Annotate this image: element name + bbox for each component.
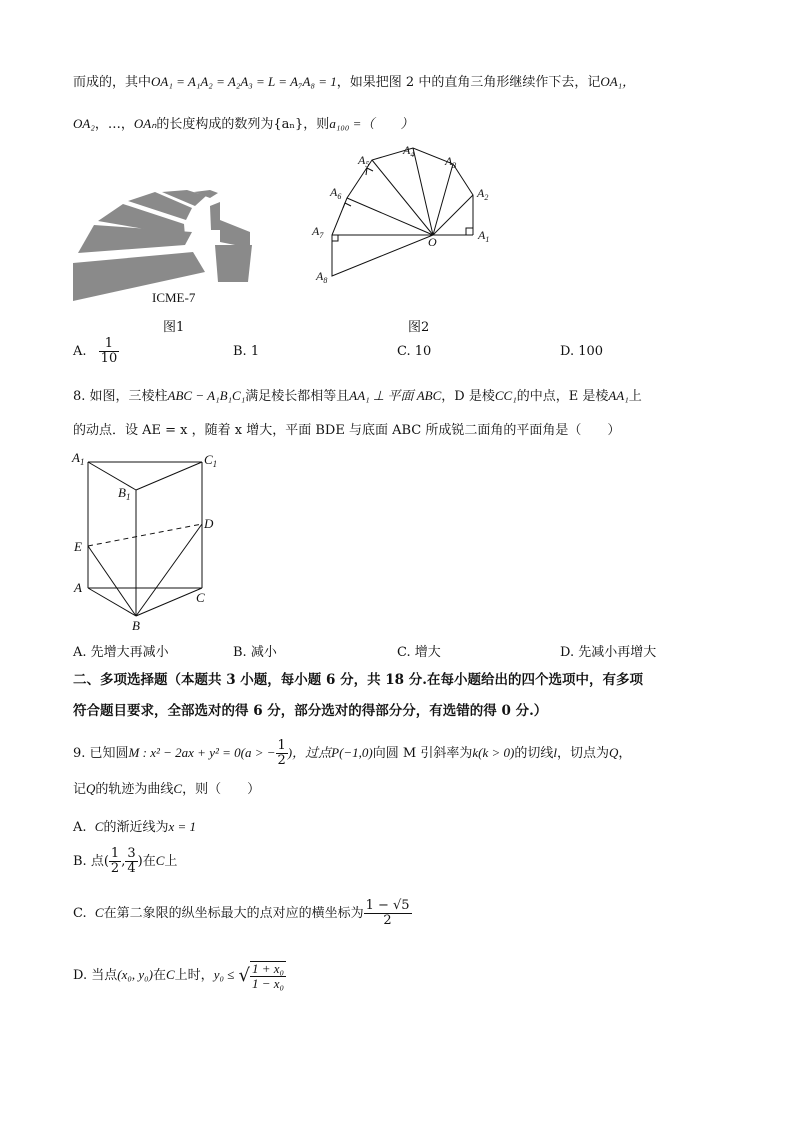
q9-point-q: Q	[608, 745, 619, 760]
q8-text: ，D 是棱	[441, 389, 495, 404]
fig2-label-a7: $A_7$	[312, 224, 324, 240]
q8-perp: AA₁ ⊥ 平面 ABC	[349, 388, 442, 403]
q9-asymptote: x = 1	[168, 819, 197, 834]
q8-line2: 的动点．设 AE = x ，随着 x 增大，平面 BDE 与底面 ABC 所成锐二面角的平面角是（ ）	[73, 423, 621, 438]
q8-prism: ABC − A₁B₁C₁	[167, 388, 246, 403]
fig2-label-a2: $A_2$	[477, 186, 489, 202]
fig1-wedge	[210, 202, 220, 230]
prism-label-a: A	[74, 580, 82, 595]
figure-1-icme7	[70, 190, 255, 335]
fraction-denominator: 2	[277, 753, 286, 768]
q8-option-a[interactable]: A. 先增大再减小	[73, 645, 169, 660]
fraction-numerator: 1 − √5	[365, 898, 410, 913]
q9-point-q: Q	[86, 781, 96, 796]
q9-curve-c: C	[94, 905, 104, 920]
q9-line2	[73, 780, 260, 799]
q9-option-c[interactable]	[73, 895, 412, 932]
prism-label-a1: $A_1$	[72, 450, 85, 467]
q8-text: 的中点，E 是棱	[516, 389, 609, 404]
option-label: C.	[73, 906, 87, 921]
q7-option-a[interactable]	[73, 337, 119, 366]
q9-text: 的轨迹为曲线	[95, 782, 174, 797]
q9-text: 9. 已知圆	[73, 746, 129, 761]
prism-label-c: C	[196, 590, 205, 605]
q9-text: ，则（ ）	[182, 782, 261, 797]
q9-text: 上	[164, 854, 178, 869]
fig1-wedge	[220, 220, 250, 248]
fraction-numerator: 1	[110, 846, 120, 861]
q7-line1	[73, 73, 635, 92]
figure-prism	[70, 448, 230, 633]
figure-2-spiral	[310, 140, 500, 290]
section2-heading-line2: 符合题目要求，全部选对的得 6 分，部分选对的得部分分，有选错的得 0 分.）	[73, 703, 548, 719]
fraction-numerator: 1	[99, 337, 120, 352]
q9-text: 向圆 M 引斜率为	[372, 746, 473, 761]
q9-curve-c: C	[94, 819, 104, 834]
q9-option-b[interactable]: B. 点( $\frac{1}{2}$ , $\frac{3}{4}$ )在C上	[73, 846, 178, 876]
fraction-denominator: 1 − x₀	[252, 975, 285, 991]
q9-text: 的渐近线为	[103, 820, 169, 835]
option-label: D. 当点	[73, 968, 118, 983]
q9-text: 在第二象限的纵坐标最大的点对应的横坐标为	[103, 906, 364, 921]
q7-text: 的长度构成的数列为{aₙ}，则	[156, 117, 330, 132]
q7-oan: OAₙ	[133, 116, 157, 131]
prism-label-e: E	[74, 539, 82, 554]
fraction-denominator: 10	[100, 351, 118, 366]
q9-slope: k(k > 0)	[472, 745, 515, 760]
q7-question: a₁₀₀ =（ ）	[329, 116, 414, 131]
fig2-label-a5: $A_5$	[358, 153, 370, 169]
q9-text: ，	[618, 746, 632, 761]
q9-text: 在	[142, 854, 156, 869]
prism-label-d: D	[204, 516, 214, 531]
fig2-label-a1: $A_1$	[478, 228, 490, 244]
q7-option-c[interactable]: C. 10	[397, 344, 432, 359]
q7-text: ，如果把图 2 中的直角三角形继续作下去，记	[336, 75, 601, 90]
fraction-numerator: 1 + x₀	[252, 960, 285, 976]
q9-curve-c: C	[155, 853, 165, 868]
fraction-numerator: 1	[277, 738, 286, 753]
q9-option-d[interactable]	[73, 955, 286, 996]
q7-line2	[73, 115, 413, 134]
fig2-label-a8: $A_8$	[316, 269, 328, 285]
q9-line-l: l	[553, 745, 557, 760]
q9-text: )，过点	[287, 745, 332, 760]
fig2-label: 图2	[408, 320, 430, 335]
fig1-wedge	[215, 245, 252, 282]
q9-line1	[73, 738, 631, 769]
q9-option-d-fraction	[250, 961, 286, 991]
q9-inequality: y₀ ≤	[213, 967, 235, 982]
q9-text: 在	[152, 968, 166, 983]
option-label: B. 点	[73, 854, 104, 869]
q7-text: 而成的，其中	[73, 75, 152, 90]
prism-label-b: B	[132, 618, 140, 633]
q8-edge: CC₁	[494, 388, 517, 403]
q9-text: 上时，	[174, 968, 214, 983]
q8-option-d[interactable]: D. 先减小再增大	[560, 645, 657, 660]
fig2-label-o: O	[428, 235, 437, 249]
q7-option-b[interactable]: B. 1	[233, 344, 260, 359]
q8-text: 上	[628, 389, 642, 404]
fig2-label-a3: $A_3$	[445, 154, 457, 170]
q9-circle-eq: M : x² − 2ax + y² = 0(a > −	[128, 745, 276, 760]
q9-text: 记	[73, 782, 87, 797]
fraction-numerator: 3	[127, 846, 136, 861]
option-label: A.	[73, 820, 87, 835]
q9-curve-c: C	[166, 967, 175, 982]
q9-point-p: P(−1,0)	[331, 745, 373, 760]
q9-option-a[interactable]	[73, 818, 196, 837]
q7-option-d[interactable]: D. 100	[560, 344, 604, 359]
q9-point: (x₀, y₀)	[117, 967, 153, 982]
prism-label-c1: $C_1$	[204, 452, 218, 469]
fig2-label-a6: $A_6$	[330, 185, 342, 201]
q8-line1	[73, 387, 642, 406]
prism-label-b1: $B_1$	[118, 485, 131, 502]
q9-text: ，切点为	[556, 746, 609, 761]
fig1-label: 图1	[163, 320, 185, 335]
sqrt-icon: √	[238, 964, 250, 986]
q8-text: 满足棱长都相等且	[245, 389, 350, 404]
q7-equation: OA₁ = A₁A₂ = A₂A₃ = L = A₇A₈ = 1	[151, 74, 337, 89]
fig1-inner-caption: ICME-7	[152, 290, 196, 305]
fraction-x	[109, 847, 121, 876]
q8-edge: AA₁	[608, 388, 629, 403]
fig2-label-a4: $A_4$	[403, 143, 415, 159]
q7-text: ，…，	[94, 117, 134, 132]
section2-heading-line1: 二、多项选择题（本题共 3 小题，每小题 6 分，共 18 分.在每小题给出的四个选项中，有多项	[73, 672, 643, 688]
fraction-y	[125, 847, 137, 876]
q8-option-c[interactable]: C. 增大	[397, 645, 441, 660]
q9-curve-c: C	[173, 781, 183, 796]
q8-option-b[interactable]: B. 减小	[233, 645, 277, 660]
fraction-denominator: 4	[127, 861, 136, 876]
fraction-denominator: 2	[110, 861, 120, 876]
option-label: A.	[73, 344, 87, 359]
q9-option-c-fraction	[364, 899, 412, 928]
q7-option-a-fraction	[99, 337, 120, 366]
q9-fraction	[276, 739, 288, 768]
q7-oa2: OA₂	[73, 116, 95, 131]
q8-text: 8. 如图，三棱柱	[73, 389, 168, 404]
fraction-denominator: 2	[383, 913, 392, 928]
q9-text: 的切线	[514, 746, 554, 761]
q7-text: OA₁，	[600, 74, 636, 89]
